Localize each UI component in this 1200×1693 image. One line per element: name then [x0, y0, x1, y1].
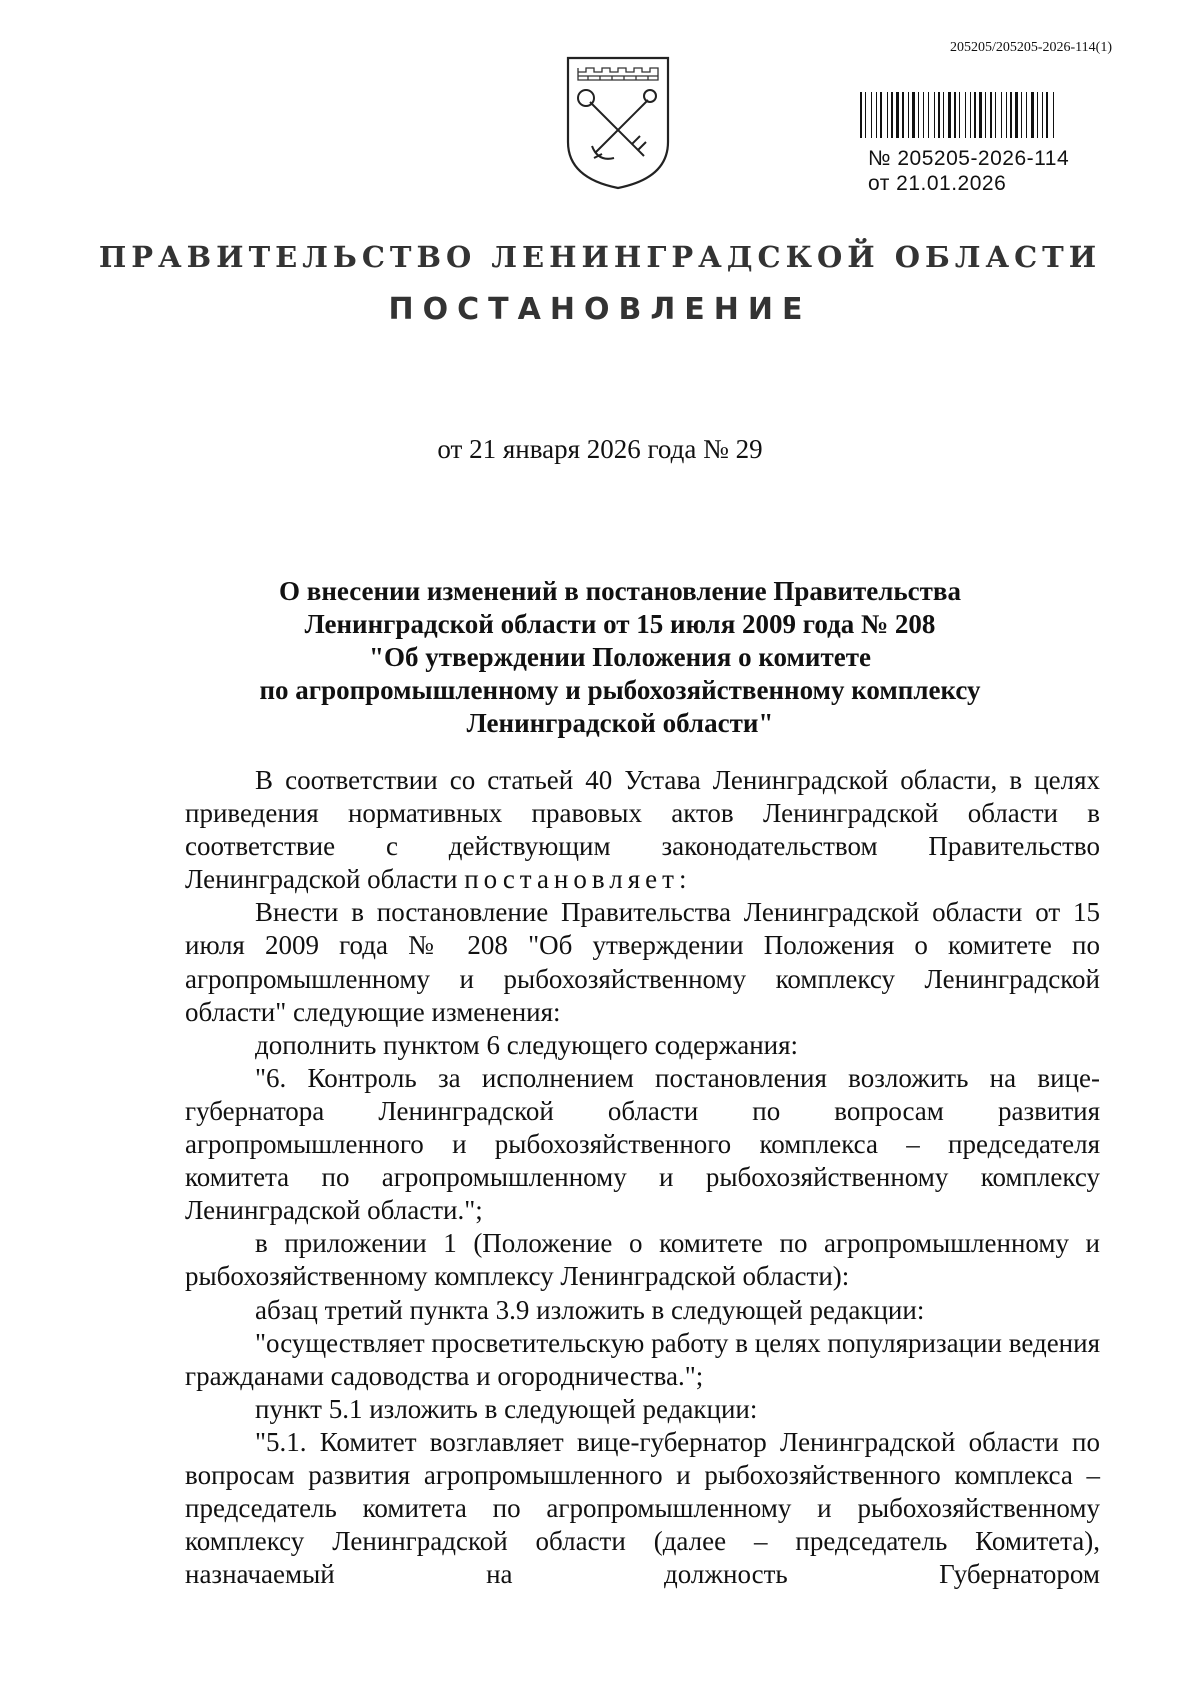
barcode-bar — [1008, 92, 1009, 138]
barcode-bar — [941, 92, 942, 138]
barcode-bar — [970, 92, 971, 138]
barcode-bar — [1042, 92, 1043, 138]
barcode-bar — [1010, 92, 1012, 138]
barcode-bar — [936, 92, 937, 138]
barcode-bar — [912, 92, 915, 138]
paragraph-5-1: пункт 5.1 изложить в следующей редакции: — [255, 1393, 758, 1424]
decree-date-number: от 21 января 2026 года № 29 — [437, 434, 763, 464]
barcode-bar — [878, 92, 879, 138]
barcode-bar — [1031, 92, 1034, 138]
barcode-bar — [871, 92, 872, 138]
barcode-bar — [954, 92, 956, 138]
coat-of-arms-emblem — [562, 50, 674, 192]
barcode-bar — [908, 92, 909, 138]
resolves-word: постановляет: — [464, 864, 692, 895]
paragraph-add-item: дополнить пунктом 6 следующего содержания: — [255, 1029, 799, 1060]
barcode-bar — [1028, 92, 1030, 138]
barcode-bar — [1026, 92, 1027, 138]
barcode-bar — [923, 92, 924, 138]
barcode-bar — [1013, 92, 1014, 138]
barcode-bar — [957, 92, 958, 138]
barcode-bar — [974, 92, 976, 138]
barcode-bar — [920, 92, 922, 138]
barcode-bar — [961, 92, 964, 138]
decree-subject — [180, 575, 1060, 740]
paragraph-3-9: абзац третий пункта 3.9 изложить в следующей редакции: — [255, 1294, 925, 1325]
barcode-bar — [860, 92, 862, 138]
barcode — [860, 92, 1118, 138]
barcode-bar — [880, 92, 882, 138]
barcode-bar — [965, 92, 966, 138]
barcode-bar — [1019, 92, 1020, 138]
barcode-bar — [1037, 92, 1038, 138]
barcode-bar — [977, 92, 978, 138]
barcode-bar — [1021, 92, 1022, 138]
barcode-bar — [990, 92, 992, 138]
document-type-title: ПОСТАНОВЛЕНИЕ — [388, 292, 812, 327]
barcode-bar — [1001, 92, 1002, 138]
barcode-bar — [1053, 92, 1054, 138]
barcode-bar — [985, 92, 986, 138]
government-title: ПРАВИТЕЛЬСТВО ЛЕНИНГРАДСКОЙ ОБЛАСТИ — [98, 240, 1102, 274]
subject-line: "Об утверждении Положения о комитете — [369, 642, 871, 672]
barcode-bar — [916, 92, 917, 138]
barcode-bar — [887, 92, 888, 138]
barcode-bar — [883, 92, 886, 138]
barcode-bar — [905, 92, 907, 138]
barcode-bar — [993, 92, 994, 138]
barcode-bar — [938, 92, 940, 138]
barcode-bar — [910, 92, 911, 138]
barcode-bar — [948, 92, 951, 138]
registration-date: от 21.01.2026 — [868, 172, 1007, 195]
barcode-bar — [1035, 92, 1036, 138]
barcode-bar — [1006, 92, 1007, 138]
paragraph-3-9-text: "осуществляет просветительскую работу в целях популяризации ведения гражданами садоводства и огородничества."; — [185, 1327, 1100, 1391]
subject-line: по агропромышленному и рыбохозяйственному комплексу — [259, 675, 981, 705]
barcode-bar — [934, 92, 935, 138]
barcode-bar — [896, 92, 899, 138]
subject-line: Ленинградской области от 15 июля 2009 года № 208 — [304, 609, 936, 639]
subject-line: Ленинградской области" — [466, 708, 774, 738]
barcode-bar — [1023, 92, 1025, 138]
barcode-bar — [1003, 92, 1005, 138]
barcode-bar — [1015, 92, 1018, 138]
barcode-bar — [863, 92, 864, 138]
barcode-bar — [1046, 92, 1048, 138]
barcode-bar — [865, 92, 866, 138]
barcode-bar — [889, 92, 890, 138]
barcode-bar — [945, 92, 947, 138]
paragraph-item-6: "6. Контроль за исполнением постановления возложить на вице-губернатора Ленинградской области по вопросам развития агропромышленного и рыбохозяйственного комплекса – председателя комитета по агропромышленному и рыбохозяйственному комплексу Ленинградской области."; — [185, 1062, 1100, 1226]
barcode-bar — [1049, 92, 1052, 138]
subject-line: О внесении изменений в постановление Правительства — [279, 576, 961, 606]
barcode-bar — [894, 92, 895, 138]
barcode-bar — [959, 92, 960, 138]
registration-number: № 205205-2026-114 — [868, 147, 1070, 170]
document-reference: 205205/205205-2026-114(1) — [949, 40, 1112, 55]
barcode-bar — [967, 92, 969, 138]
decree-body — [185, 764, 1100, 1591]
barcode-bar — [928, 92, 929, 138]
paragraph-amend: Внести в постановление Правительства Ленинградской области от 15 июля 2009 года № 208 "Об утверждении Положения о комитете по агропромышленному и рыбохозяйственному комплексу Ленинградской области" следующие изменения: — [185, 897, 1100, 1027]
barcode-bar — [900, 92, 901, 138]
barcode-bar — [972, 92, 973, 138]
barcode-bar — [873, 92, 875, 138]
barcode-bar — [902, 92, 904, 138]
barcode-bar — [997, 92, 1000, 138]
barcode-bar — [891, 92, 893, 138]
barcode-bar — [943, 92, 944, 138]
barcode-bar — [925, 92, 927, 138]
barcode-bar — [918, 92, 919, 138]
barcode-bar — [876, 92, 877, 138]
paragraph-appendix: в приложении 1 (Положение о комитете по агропромышленному и рыбохозяйственному комплексу Ленинградской области): — [185, 1228, 1100, 1292]
barcode-bar — [995, 92, 996, 138]
barcode-bar — [983, 92, 984, 138]
paragraph-5-1-text: "5.1. Комитет возглавляет вице-губернатор Ленинградской области по вопросам развития агропромышленного и рыбохозяйственного комплекса – председатель комитета по агропромышленному и рыбохозяйственному комплексу Ленинградской области (далее – председатель Комитета), назначаемый на должность Губернатором — [185, 1426, 1100, 1590]
barcode-bar — [867, 92, 870, 138]
barcode-bar — [952, 92, 953, 138]
barcode-bar — [930, 92, 933, 138]
barcode-bar — [1044, 92, 1045, 138]
barcode-bar — [979, 92, 982, 138]
paragraph-preamble — [185, 764, 1100, 896]
barcode-bar — [987, 92, 989, 138]
preamble-text: В соответствии со статьей 40 Устава Ленинградской области, в целях приведения нормативных правовых актов Ленинградской области в соответствие с действующим законодательством Правительство Ленинградской области — [185, 765, 1100, 895]
barcode-bar — [1039, 92, 1041, 138]
barcode-bar — [1055, 92, 1057, 138]
